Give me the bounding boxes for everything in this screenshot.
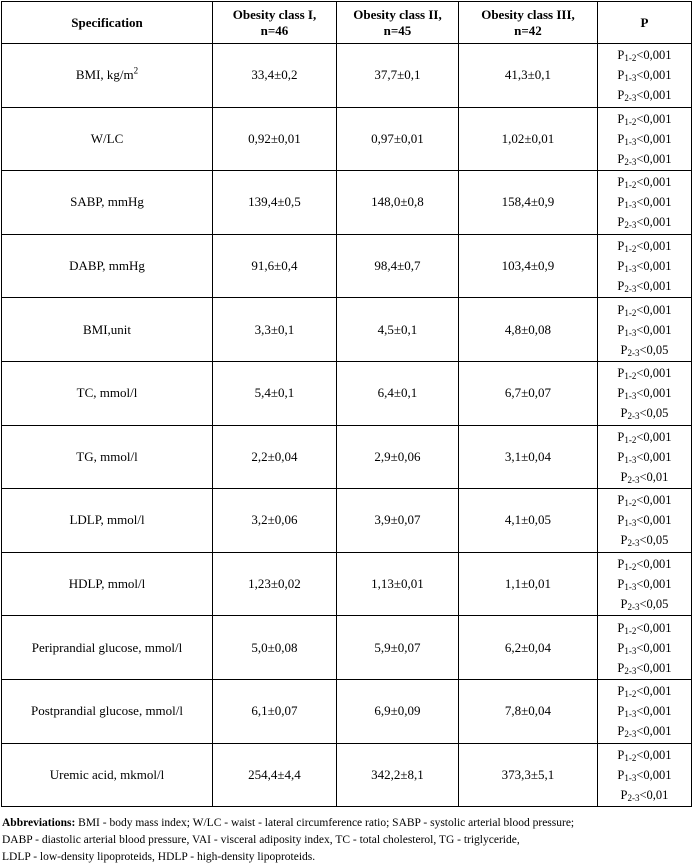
p-value: $P_{1-2}<0,001$: [617, 620, 672, 636]
cell-obesity-class-1: 0,92±0,01: [213, 107, 337, 171]
p-value: $P_{1-2}<0,001$: [617, 557, 672, 573]
p-value: $P_{1-2}<0,001$: [617, 239, 672, 255]
cell-specification: LDLP, mmol/l: [2, 489, 213, 553]
cell-obesity-class-2: 1,13±0,01: [337, 552, 459, 616]
cell-obesity-class-1: 5,4±0,1: [213, 361, 337, 425]
p-value: $P_{1-3}<0,001$: [617, 386, 672, 402]
cell-specification: SABP, mmHg: [2, 171, 213, 235]
cell-obesity-class-3: 7,8±0,04: [459, 679, 598, 743]
cell-obesity-class-1: 91,6±0,4: [213, 234, 337, 298]
p-value: $P_{2-3}<0,05$: [620, 342, 669, 358]
p-value: $P_{1-3}<0,001$: [617, 131, 672, 147]
p-value: $P_{1-2}<0,001$: [617, 493, 672, 509]
p-value: $P_{1-3}<0,001$: [617, 322, 672, 338]
abbreviations-line-2: DABP - diastolic arterial blood pressure, VAI - visceral adiposity index, TC - total cholesterol, TG - triglyceride,: [2, 834, 520, 846]
cell-obesity-class-2: 0,97±0,01: [337, 107, 459, 171]
cell-specification: BMI, $kg/m^2$: [2, 44, 213, 108]
table-row: [2, 679, 692, 743]
table-header-row: [2, 2, 692, 44]
p-value: $P_{2-3}<0,001$: [617, 88, 672, 104]
cell-p-values: [598, 616, 692, 680]
p-value: $P_{1-2}<0,001$: [617, 111, 672, 127]
cell-p-values: [598, 361, 692, 425]
cell-specification: W/LC: [2, 107, 213, 171]
cell-obesity-class-3: 1,02±0,01: [459, 107, 598, 171]
cell-specification: HDLP, mmol/l: [2, 552, 213, 616]
header-p: P: [598, 2, 692, 44]
p-value: $P_{1-3}<0,001$: [617, 259, 672, 275]
cell-obesity-class-1: 139,4±0,5: [213, 171, 337, 235]
cell-obesity-class-2: 5,9±0,07: [337, 616, 459, 680]
cell-obesity-class-2: 4,5±0,1: [337, 298, 459, 362]
p-value: $P_{1-2}<0,001$: [617, 175, 672, 191]
cell-obesity-class-2: 342,2±8,1: [337, 743, 459, 807]
cell-p-values: [598, 171, 692, 235]
cell-obesity-class-1: 254,4±4,4: [213, 743, 337, 807]
cell-obesity-class-1: 1,23±0,02: [213, 552, 337, 616]
p-value: $P_{1-3}<0,001$: [617, 195, 672, 211]
p-value: $P_{1-2}<0,001$: [617, 302, 672, 318]
cell-obesity-class-3: 6,2±0,04: [459, 616, 598, 680]
cell-p-values: [598, 107, 692, 171]
cell-specification: Uremic acid, mkmol/l: [2, 743, 213, 807]
p-value: $P_{2-3}<0,01$: [620, 469, 669, 485]
cell-specification: Postprandial glucose, mmol/l: [2, 679, 213, 743]
p-value: $P_{1-2}<0,001$: [617, 48, 672, 64]
cell-obesity-class-2: 37,7±0,1: [337, 44, 459, 108]
cell-obesity-class-2: 6,9±0,09: [337, 679, 459, 743]
p-value: $P_{1-3}<0,001$: [617, 513, 672, 529]
table-row: [2, 234, 692, 298]
header-obesity-class-1: Obesity class I, n=46: [213, 2, 337, 44]
cell-obesity-class-3: 4,1±0,05: [459, 489, 598, 553]
cell-obesity-class-3: 158,4±0,9: [459, 171, 598, 235]
p-value: $P_{2-3}<0,001$: [617, 279, 672, 295]
p-value: $P_{1-3}<0,001$: [617, 577, 672, 593]
p-value: $P_{1-3}<0,001$: [617, 640, 672, 656]
table-row: [2, 616, 692, 680]
cell-specification: Periprandial glucose, mmol/l: [2, 616, 213, 680]
cell-p-values: [598, 743, 692, 807]
cell-obesity-class-3: 41,3±0,1: [459, 44, 598, 108]
cell-p-values: [598, 44, 692, 108]
cell-obesity-class-3: 3,1±0,04: [459, 425, 598, 489]
abbreviations-note: [2, 815, 690, 866]
table-row: [2, 552, 692, 616]
p-value: $P_{1-3}<0,001$: [617, 767, 672, 783]
p-value: $P_{1-2}<0,001$: [617, 747, 672, 763]
table-row: [2, 743, 692, 807]
table-row: [2, 107, 692, 171]
cell-obesity-class-2: 148,0±0,8: [337, 171, 459, 235]
abbreviations-line-1: BMI - body mass index; W/LC - waist - lateral circumference ratio; SABP - systolic arterial blood pressure;: [75, 817, 575, 829]
p-value: $P_{1-3}<0,001$: [617, 704, 672, 720]
cell-p-values: [598, 425, 692, 489]
p-value: $P_{1-2}<0,001$: [617, 366, 672, 382]
cell-obesity-class-3: 1,1±0,01: [459, 552, 598, 616]
cell-obesity-class-1: 2,2±0,04: [213, 425, 337, 489]
cell-specification: TC, mmol/l: [2, 361, 213, 425]
abbreviations-label: Abbreviations:: [2, 817, 76, 829]
cell-obesity-class-2: 2,9±0,06: [337, 425, 459, 489]
cell-obesity-class-3: 4,8±0,08: [459, 298, 598, 362]
cell-obesity-class-3: 373,3±5,1: [459, 743, 598, 807]
p-value: $P_{2-3}<0,05$: [620, 533, 669, 549]
p-value: $P_{2-3}<0,001$: [617, 151, 672, 167]
cell-p-values: [598, 552, 692, 616]
cell-specification: TG, mmol/l: [2, 425, 213, 489]
p-value: $P_{2-3}<0,05$: [620, 597, 669, 613]
p-value: $P_{2-3}<0,01$: [620, 787, 669, 803]
p-value: $P_{1-2}<0,001$: [617, 429, 672, 445]
p-value: $P_{2-3}<0,001$: [617, 660, 672, 676]
table-row: [2, 171, 692, 235]
cell-specification: BMI,unit: [2, 298, 213, 362]
table-row: [2, 361, 692, 425]
cell-obesity-class-3: 6,7±0,07: [459, 361, 598, 425]
cell-p-values: [598, 679, 692, 743]
header-obesity-class-3: Obesity class III, n=42: [459, 2, 598, 44]
cell-obesity-class-2: 3,9±0,07: [337, 489, 459, 553]
cell-p-values: [598, 489, 692, 553]
cell-obesity-class-1: 33,4±0,2: [213, 44, 337, 108]
p-value: $P_{1-3}<0,001$: [617, 68, 672, 84]
p-value: $P_{2-3}<0,001$: [617, 724, 672, 740]
table-body: [2, 44, 692, 807]
header-obesity-class-2: Obesity class II, n=45: [337, 2, 459, 44]
cell-obesity-class-1: 5,0±0,08: [213, 616, 337, 680]
header-specification: Specification: [2, 2, 213, 44]
abbreviations-line-3: LDLP - low-density lipoproteids, HDLP - high-density lipoproteids.: [2, 851, 316, 863]
p-value: $P_{1-2}<0,001$: [617, 684, 672, 700]
table-row: [2, 44, 692, 108]
cell-obesity-class-2: 98,4±0,7: [337, 234, 459, 298]
cell-obesity-class-3: 103,4±0,9: [459, 234, 598, 298]
p-value: $P_{1-3}<0,001$: [617, 449, 672, 465]
cell-p-values: [598, 298, 692, 362]
cell-obesity-class-2: 6,4±0,1: [337, 361, 459, 425]
table-row: [2, 425, 692, 489]
cell-obesity-class-1: 6,1±0,07: [213, 679, 337, 743]
p-value: $P_{2-3}<0,05$: [620, 406, 669, 422]
cell-specification: DABP, mmHg: [2, 234, 213, 298]
results-table: [1, 1, 692, 807]
cell-obesity-class-1: 3,2±0,06: [213, 489, 337, 553]
table-row: [2, 298, 692, 362]
table-row: [2, 489, 692, 553]
p-value: $P_{2-3}<0,001$: [617, 215, 672, 231]
cell-obesity-class-1: 3,3±0,1: [213, 298, 337, 362]
cell-p-values: [598, 234, 692, 298]
